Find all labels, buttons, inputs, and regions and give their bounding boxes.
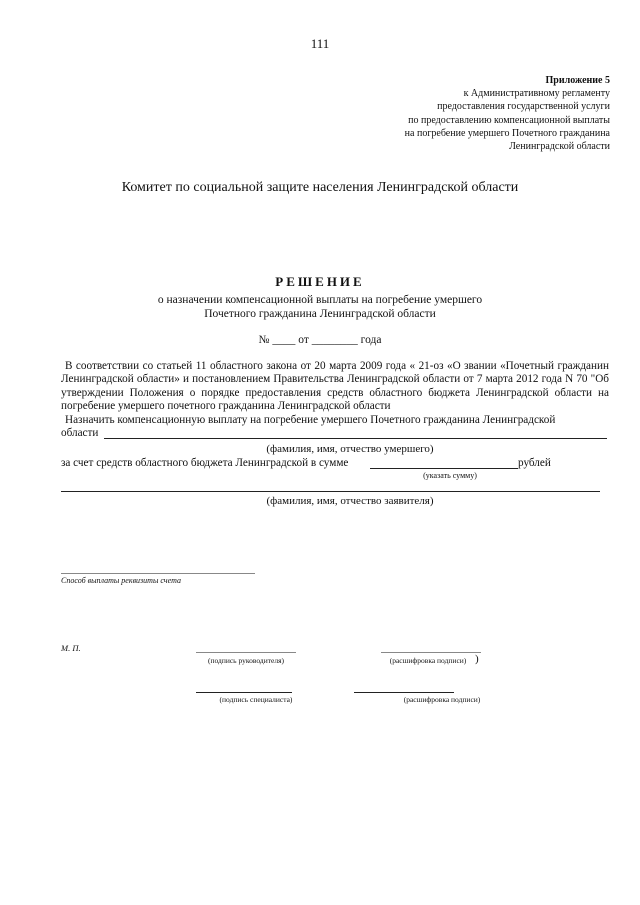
amount-line[interactable] (370, 468, 518, 469)
body-paragraph-2: Назначить компенсационную выплату на погребение умершего Почетного гражданина Ленинградской (65, 413, 556, 426)
appendix-line: по предоставлению компенсационной выплаты (408, 114, 610, 126)
decision-subtitle-line-1: о назначении компенсационной выплаты на погребение умершего (157, 294, 483, 306)
head-decoding-line[interactable] (381, 652, 481, 653)
decision-subtitle-line-2: Почетного гражданина Ленинградской области (204, 308, 436, 320)
decision-number-date: № ____ от ________ года (258, 334, 382, 346)
closing-paren: ) (475, 653, 479, 665)
payment-method-caption: Способ выплаты реквизиты счета (61, 576, 181, 585)
specialist-signature-line[interactable] (196, 692, 292, 693)
specialist-decoding-line[interactable] (354, 692, 454, 693)
decision-body (61, 360, 609, 427)
body-paragraph-1: В соответствии со статьей 11 областного закона от 20 марта 2009 года « 21-оз «О звании «Почетный гражданин Ленинградской области» и постановлением Правительства Ленинградской области от 7 марта 2012 года N 70 "Об утверждении Положения о порядке предоставления средств областного бюджета Ленинградской области на погребение умершего почетного гражданина Ленинградской области (61, 360, 609, 413)
head-decoding-caption: (расшифровка подписи) (389, 656, 467, 665)
payment-method-line[interactable] (61, 573, 255, 574)
deceased-name-hint: (фамилия, имя, отчество умершего) (266, 443, 434, 455)
page-number: 111 (310, 36, 330, 51)
head-signature-line[interactable] (196, 652, 296, 653)
amount-hint: (указать сумму) (423, 471, 477, 480)
applicant-name-line[interactable] (61, 491, 600, 492)
stamp-place: М. П. (61, 643, 81, 653)
appendix-line: на погребение умершего Почетного гражданина (404, 127, 610, 139)
appendix-block (405, 74, 610, 153)
specialist-decoding-caption: (расшифровка подписи) (403, 695, 481, 704)
appendix-line: к Административному регламенту (463, 88, 610, 100)
deceased-name-line[interactable] (104, 438, 607, 439)
appendix-title: Приложение 5 (545, 75, 610, 86)
committee-name: Комитет по социальной защите населения Ленинградской области (121, 180, 519, 195)
appendix-line: Ленинградской области (509, 141, 610, 153)
appendix-line: предоставления государственной услуги (437, 101, 610, 113)
amount-label: за счет средств областного бюджета Ленинградской в сумме (61, 457, 349, 469)
specialist-signature-caption: (подпись специалиста) (219, 695, 293, 704)
decision-title: РЕШЕНИЕ (275, 274, 365, 289)
region-word: области (61, 427, 99, 439)
amount-currency: рублей (518, 457, 551, 469)
head-signature-caption: (подпись руководителя) (207, 656, 285, 665)
applicant-name-hint: (фамилия, имя, отчество заявителя) (266, 495, 434, 507)
decision-subtitle (0, 293, 640, 321)
